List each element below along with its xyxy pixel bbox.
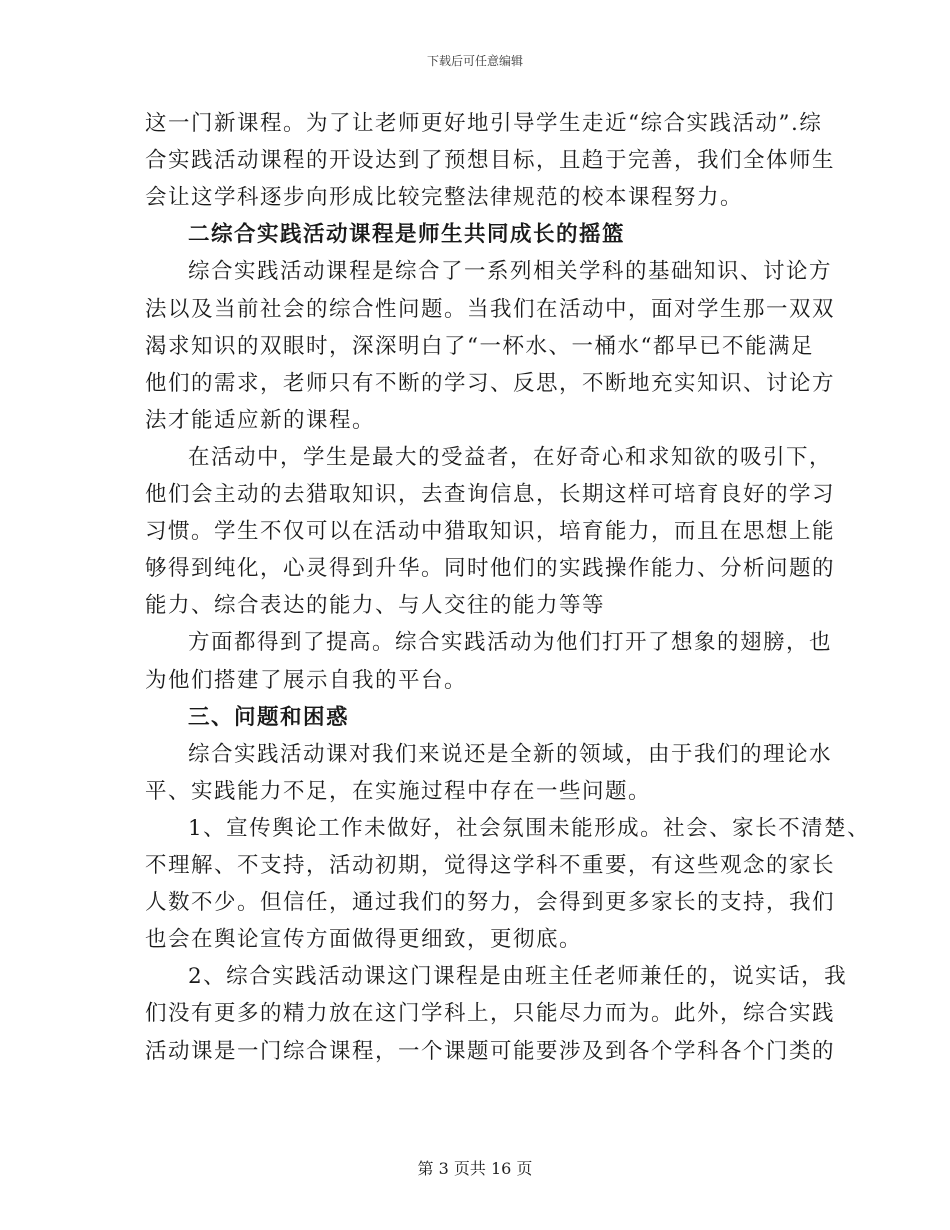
paragraph-line: 2、综合实践活动课这门课程是由班主任老师兼任的，说实话，我 <box>188 964 848 990</box>
paragraph-line: 够得到纯化，心灵得到升华。同时他们的实践操作能力、分析问题的 <box>145 556 836 582</box>
paragraph-line: 法才能适应新的课程。 <box>145 407 376 433</box>
paragraph-line: 不理解、不支持，活动初期，觉得这学科不重要，有这些观念的家长 <box>145 853 836 878</box>
section-heading: 三、问题和困惑 <box>188 704 350 730</box>
paragraph-line: 法以及当前社会的综合性问题。当我们在活动中，面对学生那一双双 <box>145 296 836 322</box>
paragraph-line: 人数不少。但信任，通过我们的努力，会得到更多家长的支持，我们 <box>145 890 836 916</box>
paragraph-line: 综合实践活动课对我们来说还是全新的领域，由于我们的理论水 <box>188 741 833 767</box>
paragraph-line: 他们的需求，老师只有不断的学习、反思，不断地充实知识、讨论方 <box>145 370 836 396</box>
paragraph-line: 习惯。学生不仅可以在活动中猎取知识，培育能力，而且在思想上能 <box>145 519 836 545</box>
paragraph-line: 他们会主动的去猎取知识，去查询信息，长期这样可培育良好的学习 <box>145 482 836 507</box>
paragraph-line: 活动课是一门综合课程，一个课题可能要涉及到各个学科各个门类的 <box>145 1038 836 1064</box>
paragraph-line: 会让这学科逐步向形成比较完整法律规范的校本课程努力。 <box>145 185 744 211</box>
paragraph-line: 们没有更多的精力放在这门学科上，只能尽力而为。此外，综合实践 <box>145 1001 836 1027</box>
paragraph-line: 渴求知识的双眼时，深深明白了“一杯水、一桶水“都早已不能满足 <box>145 333 814 359</box>
paragraph-line: 方面都得到了提高。综合实践活动为他们打开了想象的翅膀，也 <box>188 630 833 656</box>
paragraph-line: 综合实践活动课程是综合了一系列相关学科的基础知识、讨论方 <box>188 259 833 285</box>
paragraph-line: 这一门新课程。为了让老师更好地引导学生走近“综合实践活动”.综 <box>145 111 823 136</box>
paragraph-line: 能力、综合表达的能力、与人交往的能力等等 <box>145 593 606 619</box>
paragraph-line: 为他们搭建了展示自我的平台。 <box>145 667 468 693</box>
page-header: 下载后可任意编辑 <box>426 54 523 68</box>
section-heading: 二综合实践活动课程是师生共同成长的摇篮 <box>188 222 626 248</box>
page-footer: 第 3 页共 16 页 <box>417 1159 533 1178</box>
paragraph-line: 合实践活动课程的开设达到了预想目标，且趋于完善，我们全体师生 <box>145 148 836 174</box>
paragraph-line: 也会在舆论宣传方面做得更细致，更彻底。 <box>145 927 583 953</box>
paragraph-line: 在活动中，学生是最大的受益者，在好奇心和求知欲的吸引下， <box>188 444 833 470</box>
paragraph-line: 1、宣传舆论工作未做好，社会氛围未能形成。社会、家长不清楚、 <box>188 815 871 841</box>
paragraph-line: 平、实践能力不足，在实施过程中存在一些问题。 <box>145 778 652 804</box>
